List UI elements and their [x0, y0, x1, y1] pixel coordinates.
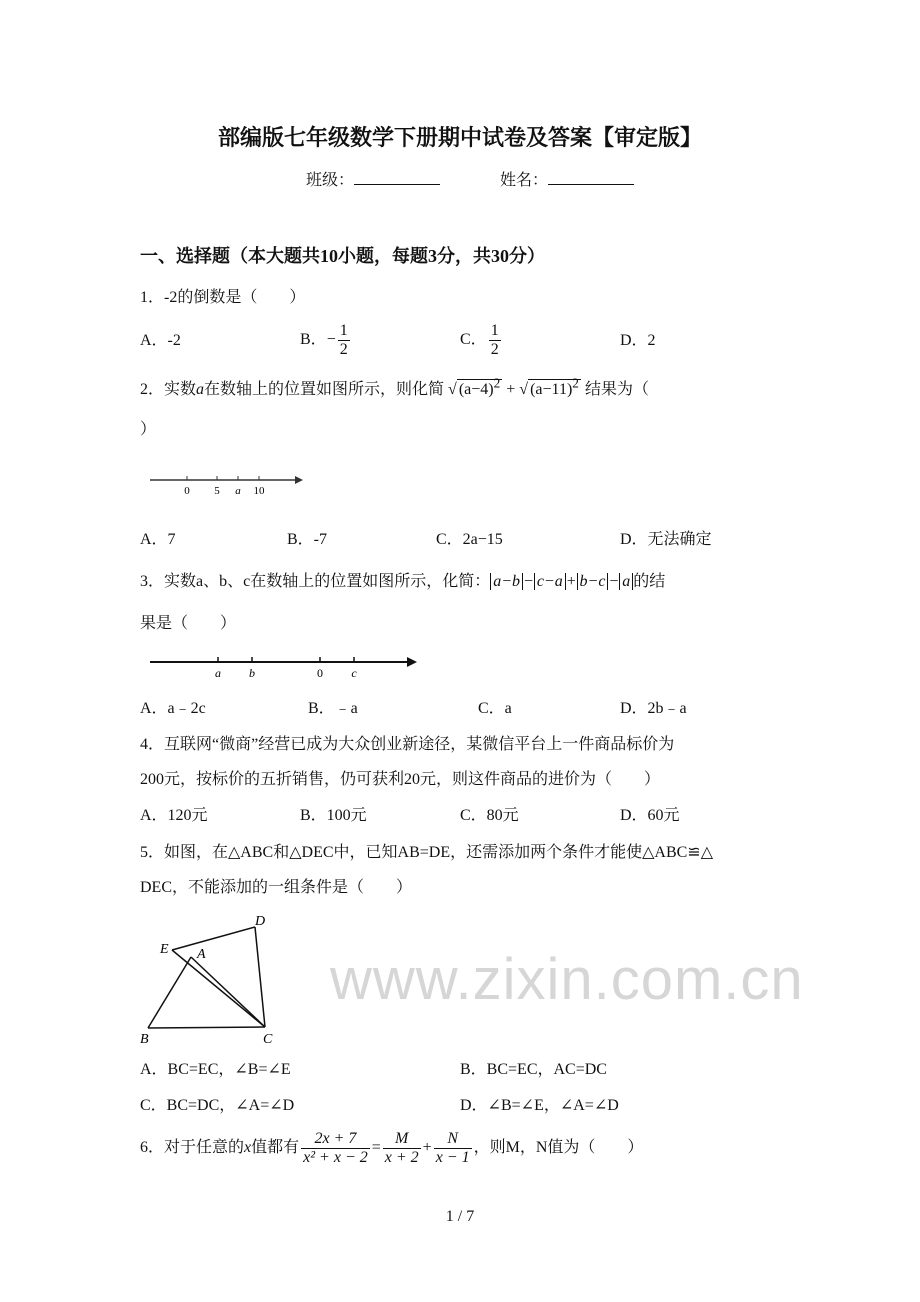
text: 值都有 [251, 1139, 300, 1156]
q6-stem [140, 1128, 643, 1168]
class-blank [354, 170, 440, 185]
q4-option-b: B．100元 [300, 807, 367, 824]
q4-stem-line1: 4．互联网“微商”经营已成为大众创业新途径，某微信平台上一件商品标价为 [140, 736, 675, 753]
tick-label: b [249, 666, 255, 680]
tick-label: a [235, 485, 241, 497]
watermark: www.zixin.com.cn [330, 947, 804, 1012]
option-label: B． [300, 331, 327, 349]
abs-term: b−c [577, 573, 609, 590]
fraction [489, 322, 501, 359]
tick-label: c [351, 666, 357, 680]
q2-option-c: C．2a−15 [436, 531, 503, 548]
plus: + [422, 1139, 432, 1156]
denominator: 2 [339, 341, 348, 358]
fraction [301, 1130, 370, 1167]
q1-option-d: D．2 [620, 332, 656, 349]
text: 3．实数a、b、c在数轴上的位置如图所示，化简： [140, 573, 491, 590]
abs-expression [490, 573, 633, 590]
q5-option-a: A．BC=EC，∠B=∠E [140, 1061, 291, 1078]
q2-option-a: A．7 [140, 531, 176, 548]
denominator: 2 [490, 341, 499, 358]
q1-option-c [460, 322, 503, 359]
q3-option-d: D．2b﹣a [620, 700, 687, 717]
numerator: 1 [339, 322, 348, 339]
q4-stem-line2: 200元，按标价的五折销售，仍可获利20元，则这件商品的进价为（ ） [140, 771, 661, 788]
numerator: N [434, 1130, 472, 1149]
point-label: D [255, 914, 266, 929]
numerator: M [383, 1130, 421, 1149]
q2-close-paren: ） [140, 421, 157, 438]
text: 在数轴上的位置如图所示，则化简 [204, 381, 445, 398]
denominator: x − 1 [435, 1148, 470, 1166]
q3-stem-line2: 果是（ ） [140, 615, 237, 632]
q2-option-d: D．无法确定 [620, 531, 712, 548]
abs-term: a [619, 573, 633, 590]
numerator: 2x + 7 [301, 1130, 370, 1149]
name-blank [548, 170, 634, 185]
section-heading: 一、选择题（本大题共10小题，每题3分，共30分） [140, 246, 545, 266]
text: 6．对于任意的 [140, 1139, 245, 1156]
option-label: C． [460, 331, 487, 349]
denominator: x² + x − 2 [303, 1148, 368, 1166]
point-label: A [197, 947, 206, 962]
op: − [523, 573, 534, 590]
exponent: 2 [493, 375, 501, 391]
radicand: (a−11) [530, 381, 573, 398]
q5-stem-line2: DEC，不能添加的一组条件是（ ） [140, 879, 413, 896]
q3-option-a: A．a﹣2c [140, 700, 206, 717]
radical [457, 375, 502, 400]
q1-option-a: A．-2 [140, 332, 181, 349]
q3-option-c: C．a [478, 700, 512, 717]
page-number: 1 / 7 [445, 1208, 475, 1225]
q3-stem [140, 572, 665, 592]
variable: x [244, 1139, 252, 1156]
q2-option-b: B．-7 [287, 531, 328, 548]
exponent: 2 [572, 375, 579, 391]
page-title: 部编版七年级数学下册期中试卷及答案【审定版】 [217, 125, 702, 150]
plus: + [506, 381, 516, 398]
denominator: x + 2 [384, 1148, 419, 1166]
point-label: E [160, 942, 169, 957]
name-label: 姓名： [500, 172, 549, 189]
tick-label: 5 [214, 485, 220, 497]
q2-number-line [145, 470, 305, 500]
class-label: 班级： [306, 172, 355, 189]
text: 2．实数 [140, 381, 197, 398]
op: + [565, 573, 577, 590]
q5-option-b: B．BC=EC，AC=DC [460, 1061, 607, 1078]
q5-triangle-figure [130, 905, 290, 1050]
equals: = [371, 1139, 381, 1156]
q2-stem: 2．实数a在数轴上的位置如图所示，则化简 √ $(a-4)^2$ + √ $(a-11)^2$ 结果为（ [140, 375, 649, 398]
text: ，则M，N值为（ ） [473, 1139, 644, 1156]
numerator: 1 [490, 322, 499, 339]
q5-option-c: C．BC=DC，∠A=∠D [140, 1097, 295, 1114]
q3-number-line [145, 652, 425, 682]
minus-sign: − [326, 331, 336, 349]
point-label: B [140, 1032, 149, 1047]
text: 的结 [633, 573, 666, 590]
abs-term: c−a [534, 573, 566, 590]
q5-option-d: D．∠B=∠E，∠A=∠D [460, 1097, 619, 1114]
tick-label: a [215, 666, 221, 680]
class-field [306, 170, 440, 191]
q4-option-d: D．60元 [620, 807, 680, 824]
q1-stem: 1．-2的倒数是（ ） [140, 289, 306, 306]
tick-label: 10 [253, 485, 265, 497]
q1-option-b [300, 322, 352, 359]
name-field [500, 170, 634, 191]
q4-option-c: C．80元 [460, 807, 519, 824]
fraction [383, 1130, 421, 1167]
tick-label: 0 [184, 485, 190, 497]
q4-option-a: A．120元 [140, 807, 208, 824]
radical [528, 375, 581, 400]
q5-stem-line1: 5．如图，在△ABC和△DEC中，已知AB=DE，还需添加两个条件才能使△ABC≌△ [140, 844, 714, 861]
tick-label: 0 [317, 666, 323, 680]
radicand: (a−4) [458, 381, 494, 398]
op: − [608, 573, 620, 590]
variable: a [196, 381, 205, 398]
q3-option-b: B．﹣a [308, 700, 358, 717]
text: 结果为（ [584, 381, 649, 398]
abs-term: a−b [490, 573, 523, 590]
fraction [434, 1130, 472, 1167]
fraction [338, 322, 350, 359]
point-label: C [263, 1032, 273, 1047]
